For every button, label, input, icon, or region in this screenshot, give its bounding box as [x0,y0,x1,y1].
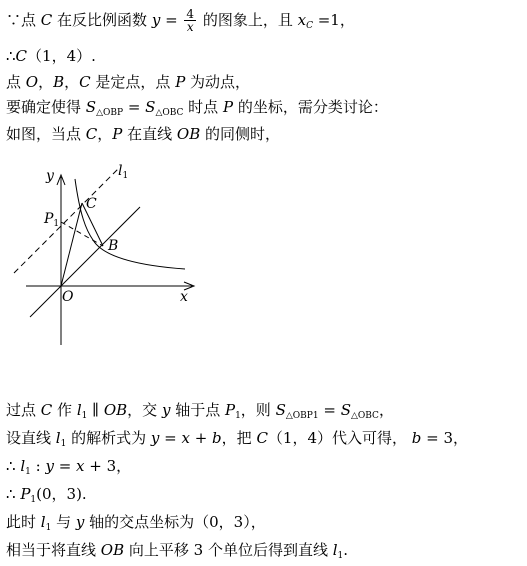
text-seg: ，则 [240,401,276,419]
text-seg: 在直线 [122,125,177,143]
text-seg: 作 [52,401,77,419]
subscript: 1 [312,411,319,421]
subscript: △OBP [96,108,124,118]
subscript: △OBP [285,411,313,421]
text-line-10 [6,512,266,538]
var-b: b [212,429,222,447]
text-seg: ，把 [221,429,257,447]
text-line-11 [6,540,348,566]
subscript: 1 [60,439,67,449]
var-x: x [76,457,85,475]
label-y: y [46,168,54,184]
text-seg: （1，4）. [27,47,96,65]
point-b: B [53,73,65,91]
subscript: 1 [235,411,241,421]
equals: = [53,457,77,475]
text-seg: 相当于将直线 [6,541,101,559]
text-seg: 在反比例函数 [52,11,152,29]
text-seg: （1，4）代入可得， [267,429,412,447]
text-seg: 为动点， [185,73,251,91]
label-p1 [43,211,59,229]
point-p: P [112,125,123,143]
subscript: 1 [337,551,344,561]
text-seg: 如图，当点 [6,125,86,143]
point-p: P [175,73,186,91]
area-s: S [145,98,156,116]
text-line-1 [6,8,355,36]
text-seg: . [343,541,349,559]
var-b: b [411,429,422,447]
point-c: C [15,47,28,65]
text-seg: 的同侧时， [200,125,281,143]
point-o: O [25,73,39,91]
var-y: y [161,401,171,419]
text-line-6 [6,400,394,426]
subscript: 1 [25,467,31,477]
subscript: △OBC [350,411,379,421]
line-l: l [20,457,26,475]
text-line-7 [6,428,468,454]
parallel: ∥ [87,401,104,419]
geometry-figure [0,155,230,355]
label-l-sub: 1 [122,171,129,181]
text-line-9 [6,484,87,510]
equals: = [318,401,341,419]
therefore: ∴ [6,47,16,65]
var-y: y [151,11,161,29]
text-seg: 的坐标，需分类讨论： [233,98,388,116]
text-seg: 轴于点 [170,401,225,419]
point-c: C [85,125,98,143]
plus: + [189,429,213,447]
point-c: C [256,429,268,447]
therefore: ∴ [6,457,21,475]
var-x: x [181,429,190,447]
text-seg: 与 [51,513,76,531]
var-x: x [297,11,307,29]
text-seg: =1， [312,11,355,29]
text-seg: + 3， [84,457,132,475]
var-y: y [45,457,54,475]
equals: = [123,98,146,116]
text-line-2 [6,46,96,66]
subscript: △OBC [155,108,184,118]
text-seg: 轴的交点坐标为（0，3）， [84,513,266,531]
label-o: O [62,289,74,305]
equals: = [159,429,182,447]
label-c: C [86,196,97,212]
line-ob: OB [176,125,201,143]
text-seg: (0，3). [36,485,87,503]
text-seg: 要确定使得 [6,98,86,116]
label-b: B [108,238,119,254]
line-ob: OB [100,541,125,559]
point-p: P [222,98,234,116]
text-line-4 [6,97,388,123]
text-seg: = 3， [421,429,469,447]
text-seg: 的图象上，且 [198,11,298,29]
label-p-sub: 1 [53,219,60,229]
line-ob: OB [103,401,128,419]
point-c: C [40,401,53,419]
point-p: P [20,485,31,503]
text-line-5 [6,124,280,144]
text-seg: 是定点，点 [90,73,176,91]
text-seg: 向上平移 3 个单位后得到直线 [124,541,333,559]
label-l: l [118,163,123,179]
text-seg: 过点 [6,401,41,419]
line-l: l [76,401,82,419]
text-seg: ， [378,401,394,419]
subscript: 1 [81,411,88,421]
text-seg: 设直线 [6,429,56,447]
text-seg: 的解析式为 [66,429,151,447]
line-l1 [14,167,120,273]
text-seg: 此时 [6,513,41,531]
label-x: x [180,289,188,305]
line-l: l [55,429,61,447]
subscript: C [306,21,313,31]
line-l: l [332,541,338,559]
therefore: ∴ [6,485,21,503]
text-seg: ， [97,125,113,143]
fraction-denominator: x [186,20,194,34]
var-y: y [75,513,85,531]
fraction-4-over-x [184,8,196,34]
text-line-8 [6,456,131,482]
text-seg: ， [64,73,80,91]
colon: : [30,457,46,475]
text-seg: 点 [6,73,26,91]
point-c: C [40,11,53,29]
line-l: l [40,513,46,531]
subscript: 1 [45,523,52,533]
text-seg: 时点 [183,98,223,116]
point-c: C [79,73,91,91]
text-line-3 [6,72,250,92]
var-y: y [150,429,160,447]
point-p: P [224,401,236,419]
label-p: P [44,211,54,227]
equals: = [160,11,183,29]
text-seg: ，交 [127,401,162,419]
area-s: S [85,98,97,116]
text-seg: ， [38,73,54,91]
text-seg: ∵点 [6,11,41,29]
area-s: S [275,401,286,419]
fraction-numerator: 4 [186,7,195,21]
subscript: 1 [30,495,37,505]
label-l1 [118,163,128,181]
area-s: S [340,401,351,419]
